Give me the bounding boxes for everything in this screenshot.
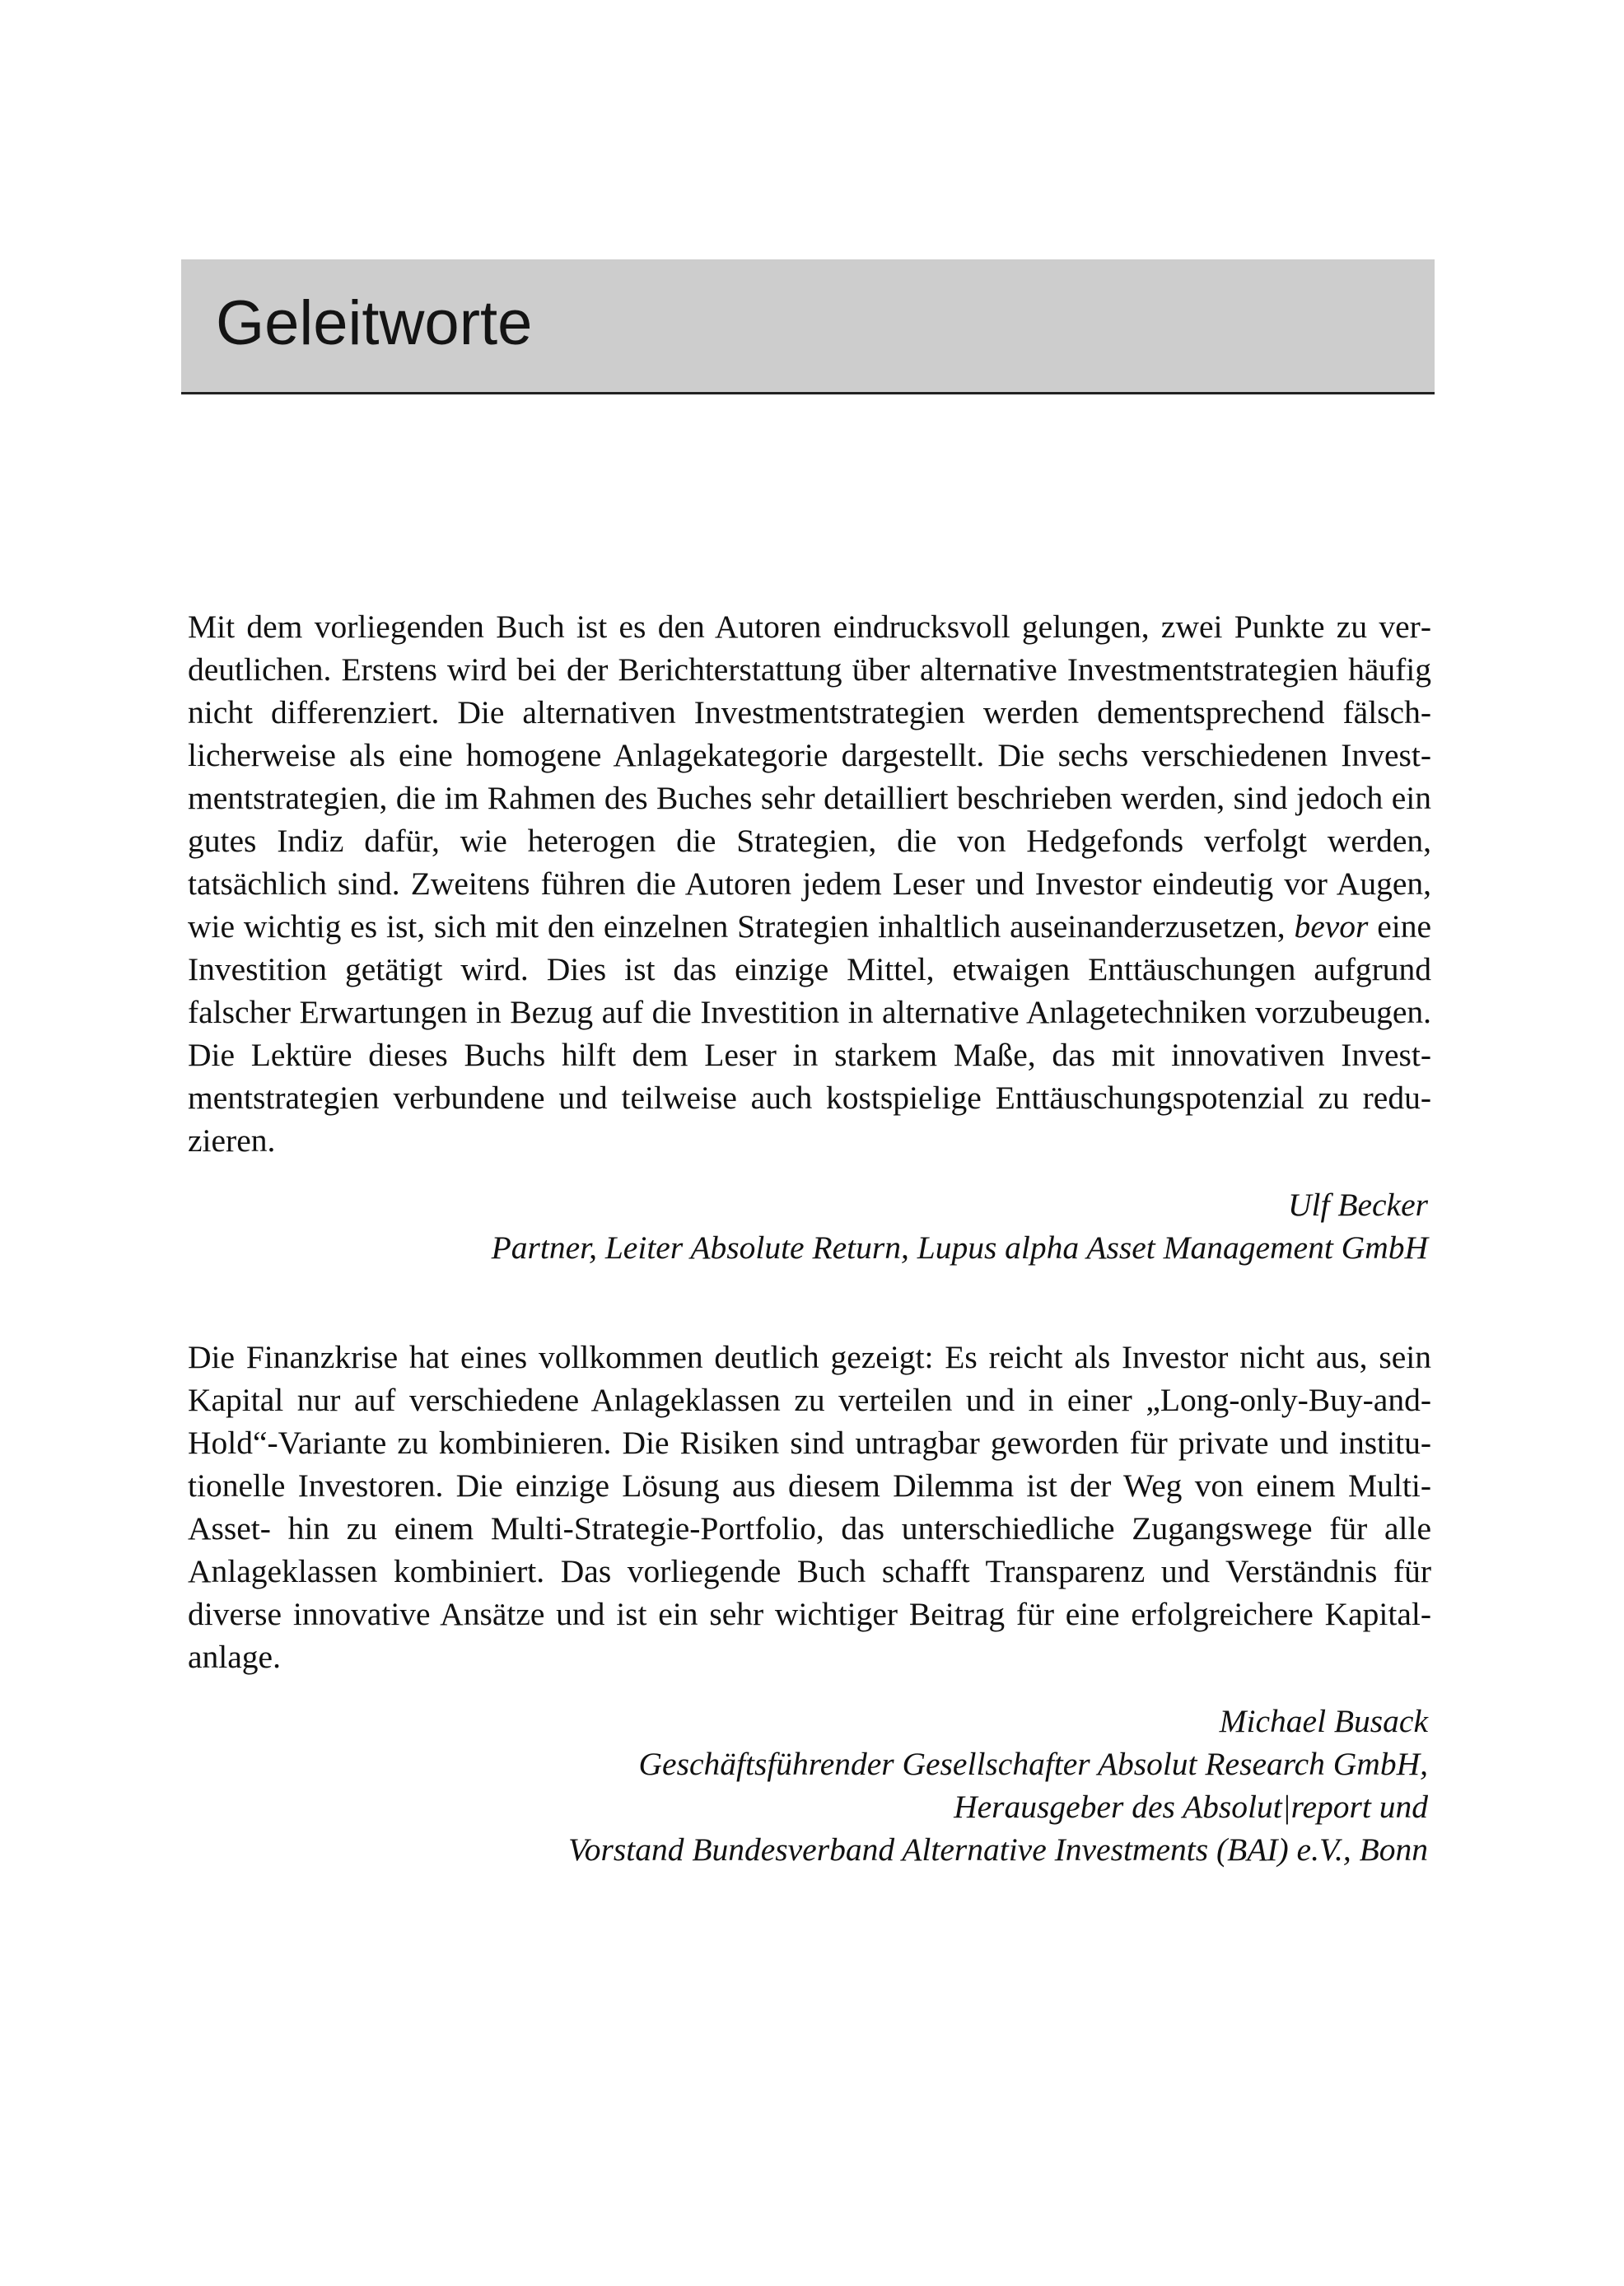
signature-block (188, 1700, 1431, 1871)
emphasized-word: bevor (1294, 908, 1369, 945)
signature-block (188, 1183, 1431, 1269)
paragraph-text-after: eine Investition getätigt wird. Dies ist das einzige Mittel, etwaigen Enttäuschungen aufgrund falscher Erwartungen in Bezug auf die Investition in alternative Anlagetechniken vorzubeugen. Die Lektüre dieses Buchs hilft dem Leser in starkem Maße, das mit innovativen Investmentstrategien verbundene und teilweise auch kostspielige Enttäuschungspotenzial zu reduzieren. (188, 908, 1432, 1159)
author-affiliation-line-2: Herausgeber des Absolut|report und (954, 1789, 1428, 1825)
foreword-paragraph: Die Finanzkrise hat eines vollkommen deutlich gezeigt: Es reicht als Investor nicht aus, sein Kapital nur auf verschiedene Anlageklassen zu verteilen und in einer „Long-only-Buy-and-Hold“-Variante zu kombinieren. Die Risiken sind untragbar geworden für private und institutionelle Investoren. Die einzige Lösung aus diesem Dilemma ist der Weg von einem Multi-Asset- hin zu einem Multi-Strategie-Portfolio, das unterschiedliche Zugangswege für alle Anlageklassen kombiniert. Das vorliegende Buch schafft Transparenz und Verständnis für diverse innovative Ansätze und ist ein sehr wichtiger Beitrag für eine erfolgreichere Kapitalanlage. (188, 1339, 1431, 1675)
author-name: Ulf Becker (1288, 1187, 1428, 1223)
chapter-title: Geleitworte (216, 288, 533, 358)
author-affiliation-line-1: Geschäftsführender Gesellschafter Absolut Research GmbH, (638, 1746, 1428, 1782)
foreword-busack (188, 1336, 1431, 1871)
foreword-becker (188, 605, 1431, 1269)
author-name: Michael Busack (1219, 1703, 1428, 1739)
paragraph-text-before: Mit dem vorliegenden Buch ist es den Autoren eindrucksvoll gelungen, zwei Punkte zu verdeutlichen. Erstens wird bei der Berichterstattung über alternative Investmentstrategien häufig nicht differenziert. Die alternativen Investmentstrategien werden dementsprechend fälschlicherweise als eine homogene Anlagekategorie dargestellt. Die sechs verschiedenen Investmentstrategien, die im Rahmen des Buches sehr detailliert beschrieben werden, sind jedoch ein gutes Indiz dafür, wie heterogen die Strategien, die von Hedgefonds verfolgt werden, tatsächlich sind. Zweitens führen die Autoren jedem Leser und Investor eindeutig vor Augen, wie wichtig es ist, sich mit den einzelnen Strategien inhaltlich auseinanderzusetzen, (188, 609, 1431, 945)
chapter-header (181, 259, 1435, 394)
author-affiliation: Partner, Leiter Absolute Return, Lupus alpha Asset Management GmbH (491, 1229, 1428, 1266)
author-affiliation-line-3: Vorstand Bundesverband Alternative Investments (BAI) e.V., Bonn (568, 1831, 1428, 1868)
foreword-paragraph (188, 605, 1431, 1162)
